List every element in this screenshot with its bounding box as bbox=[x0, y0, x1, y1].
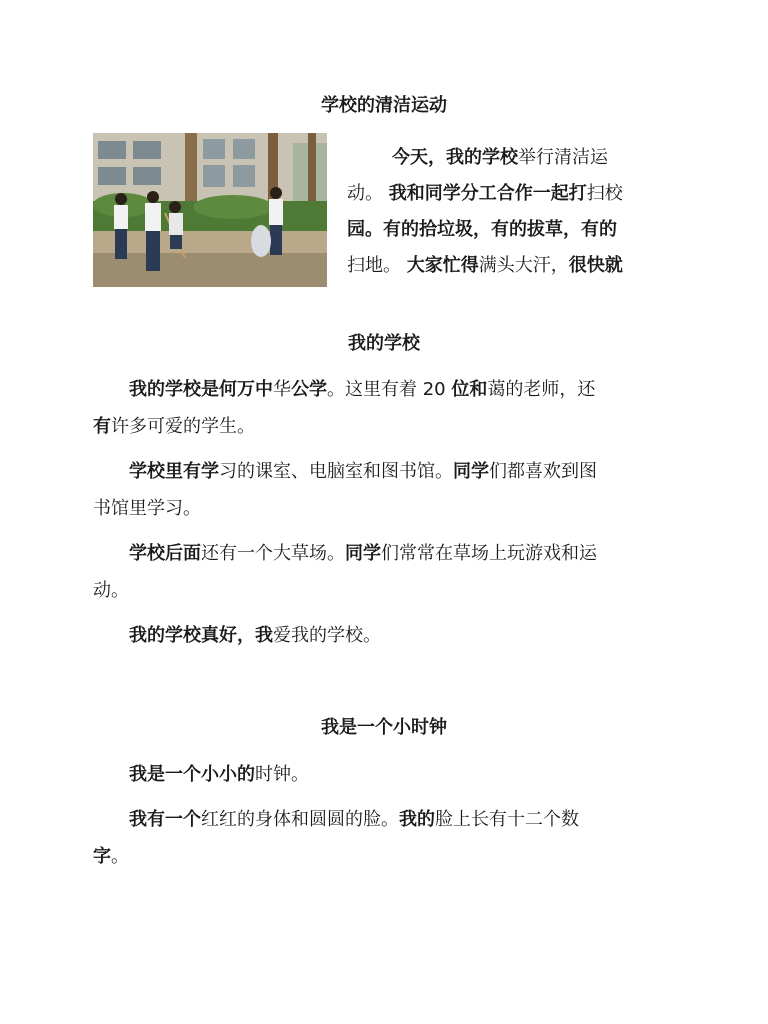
paragraph-text: 学校里有学 bbox=[129, 461, 219, 482]
intro-line-2 bbox=[347, 176, 667, 212]
paragraph-line bbox=[93, 490, 673, 527]
intro-line-1 bbox=[347, 140, 667, 176]
paragraph-text: 华 bbox=[273, 379, 291, 400]
paragraph-text: 我是一个小小的 bbox=[129, 764, 255, 785]
paragraph-text: 脸上长有十二个数 bbox=[435, 809, 579, 830]
paragraph-line bbox=[93, 801, 673, 838]
school-paragraph-4 bbox=[93, 617, 673, 654]
section-title-clock: 我是一个小时钟 bbox=[321, 717, 447, 738]
intro-line-3 bbox=[347, 212, 667, 248]
paragraph-text: 们常常在草场上玩游戏和运 bbox=[381, 543, 597, 564]
intro-text: 我和同学分工合作一起打 bbox=[388, 183, 587, 204]
intro-text: 扫校 bbox=[586, 183, 623, 204]
paragraph-text: 时钟。 bbox=[255, 764, 309, 785]
paragraph-line bbox=[93, 838, 673, 875]
paragraph-line bbox=[93, 371, 673, 408]
intro-text: 动。 bbox=[347, 183, 383, 204]
paragraph-line bbox=[93, 535, 673, 572]
school-cleaning-photo bbox=[93, 133, 327, 287]
intro-text: 很快就 bbox=[568, 255, 623, 276]
school-paragraph-3 bbox=[93, 535, 673, 609]
paragraph-text: 我的 bbox=[399, 809, 435, 830]
paragraph-text: 我的学校真好，我 bbox=[129, 625, 273, 646]
paragraph-text: 爱我的学校。 bbox=[273, 625, 381, 646]
intro-text: 大家忙得 bbox=[406, 255, 479, 276]
paragraph-text: 习的课室、电脑室和图书馆。 bbox=[219, 461, 453, 482]
paragraph-text: 位和 bbox=[451, 379, 488, 400]
paragraph-text: 还有一个大草场。 bbox=[201, 543, 345, 564]
paragraph-text: 同学 bbox=[345, 543, 381, 564]
intro-text: 今天，我的学校 bbox=[392, 147, 518, 168]
intro-line-4 bbox=[347, 248, 667, 284]
paragraph-text: 学校后面 bbox=[129, 543, 201, 564]
clock-paragraph-2 bbox=[93, 801, 673, 875]
intro-text: 扫地。 bbox=[347, 255, 401, 276]
intro-text: 园。有的拾垃圾，有的拔草，有的 bbox=[347, 219, 617, 240]
paragraph-text: 许多可爱的学生。 bbox=[111, 416, 255, 437]
paragraph-text: 有 bbox=[93, 416, 111, 437]
section-title-my-school: 我的学校 bbox=[348, 333, 420, 354]
paragraph-text: 我的学校是何万中 bbox=[129, 379, 273, 400]
photo-illustration bbox=[93, 133, 327, 287]
paragraph-text: 字 bbox=[93, 846, 111, 867]
paragraph-line bbox=[93, 572, 673, 609]
section-title-cleaning: 学校的清洁运动 bbox=[321, 95, 447, 116]
paragraph-text: 红红的身体和圆圆的脸。 bbox=[201, 809, 399, 830]
paragraph-text: 动。 bbox=[93, 580, 129, 601]
clock-paragraph-1 bbox=[93, 756, 673, 793]
paragraph-line bbox=[93, 756, 673, 793]
paragraph-text: 书馆里学习。 bbox=[93, 498, 201, 519]
school-paragraph-1 bbox=[93, 371, 673, 445]
paragraph-text: 我有一个 bbox=[129, 809, 201, 830]
paragraph-text: 蔼的老师，还 bbox=[487, 379, 596, 400]
school-paragraph-2 bbox=[93, 453, 673, 527]
paragraph-line bbox=[93, 453, 673, 490]
paragraph-text: 公学 bbox=[291, 379, 327, 400]
paragraph-text: 同学 bbox=[453, 461, 489, 482]
paragraph-text: 们都喜欢到图 bbox=[489, 461, 597, 482]
intro-text: 满头大汗， bbox=[478, 255, 569, 276]
paragraph-line bbox=[93, 408, 673, 445]
paragraph-text: 。 bbox=[111, 846, 129, 867]
intro-text: 举行清洁运 bbox=[518, 147, 608, 168]
paragraph-line bbox=[93, 617, 673, 654]
paragraph-text: 。这里有着 20 bbox=[327, 379, 452, 400]
intro-paragraph bbox=[347, 140, 667, 284]
